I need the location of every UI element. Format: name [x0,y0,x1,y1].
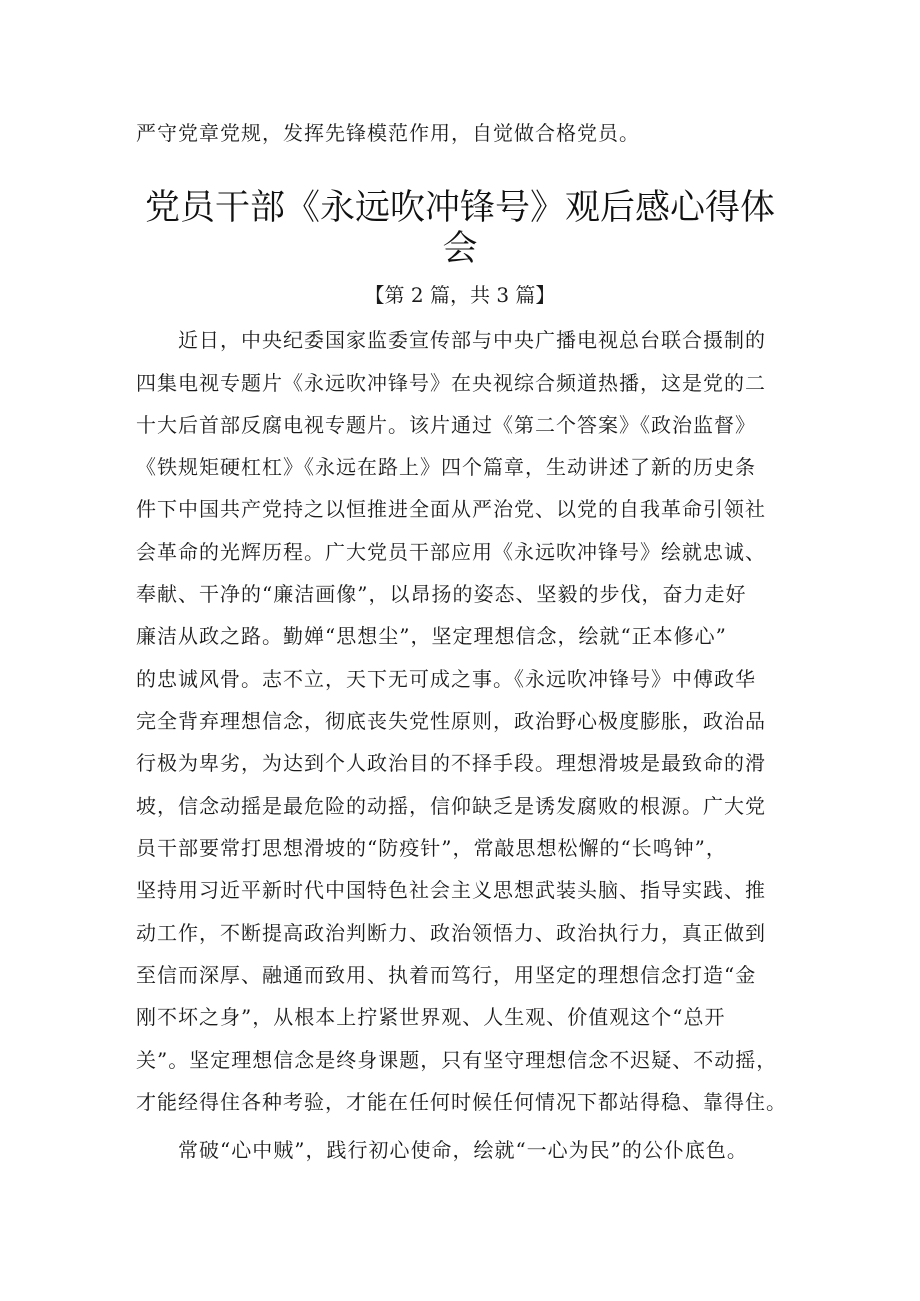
body-line: 动工作，不断提高政治判断力、政治领悟力、政治执行力，真正做到 [136,921,766,945]
intro-line: 严守党章党规，发挥先锋模范作用，自觉做合格党员。 [136,121,640,145]
body-line: 坚持用习近平新时代中国特色社会主义思想武装头脑、指导实践、推 [136,878,766,902]
body-line: 才能经得住各种考验，才能在任何时候任何情况下都站得稳、靠得住。 [136,1090,787,1114]
body-line: 关”。坚定理想信念是终身课题，只有坚守理想信念不迟疑、不动摇， [136,1048,778,1072]
body-line: 会革命的光辉历程。广大党员干部应用《永远吹冲锋号》绘就忠诚、 [136,540,766,564]
body-line: 完全背弃理想信念，彻底丧失党性原则，政治野心极度膨胀，政治品 [136,709,766,733]
body-line: 《铁规矩硬杠杠》《永远在路上》四个篇章，生动讲述了新的历史条 [136,455,756,479]
body-line: 常破“心中贼”，践行初心使命，绘就“一心为民”的公仆底色。 [136,1138,748,1162]
article-subtitle: 【第 2 篇，共 3 篇】 [364,283,556,307]
body-line: 件下中国共产党持之以恒推进全面从严治党、以党的自我革命引领社 [136,497,766,521]
body-line: 廉洁从政之路。勤婵“思想尘”，坚定理想信念，绘就“正本修心” [136,624,727,648]
body-line: 的忠诚风骨。志不立，天下无可成之事。《永远吹冲锋号》中傅政华 [136,667,756,691]
body-line: 行极为卑劣，为达到个人政治目的不择手段。理想滑坡是最致命的滑 [136,751,766,775]
body-line: 奉献、干净的“廉洁画像”，以昂扬的姿态、坚毅的步伐，奋力走好 [136,582,747,606]
body-line: 十大后首部反腐电视专题片。该片通过《第二个答案》《政治监督》 [136,413,756,437]
article-title-line-1: 党员干部《永远吹冲锋号》观后感心得体 [144,188,775,228]
body-line: 员干部要常打思想滑坡的“防疫针”，常敲思想松懈的“长鸣钟”， [136,836,727,860]
body-line: 刚不坏之身”，从根本上拧紧世界观、人生观、价值观这个“总开 [136,1005,726,1029]
body-line: 至信而深厚、融通而致用、执着而笃行，用坚定的理想信念打造“金 [136,963,757,987]
body-line: 四集电视专题片《永远吹冲锋号》在央视综合频道热播，这是党的二 [136,371,766,395]
body-line: 近日，中央纪委国家监委宣传部与中央广播电视总台联合摄制的 [136,328,766,352]
article-title-line-2: 会 [442,229,478,269]
body-line: 坡，信念动摇是最危险的动摇，信仰缺乏是诱发腐败的根源。广大党 [136,794,766,818]
